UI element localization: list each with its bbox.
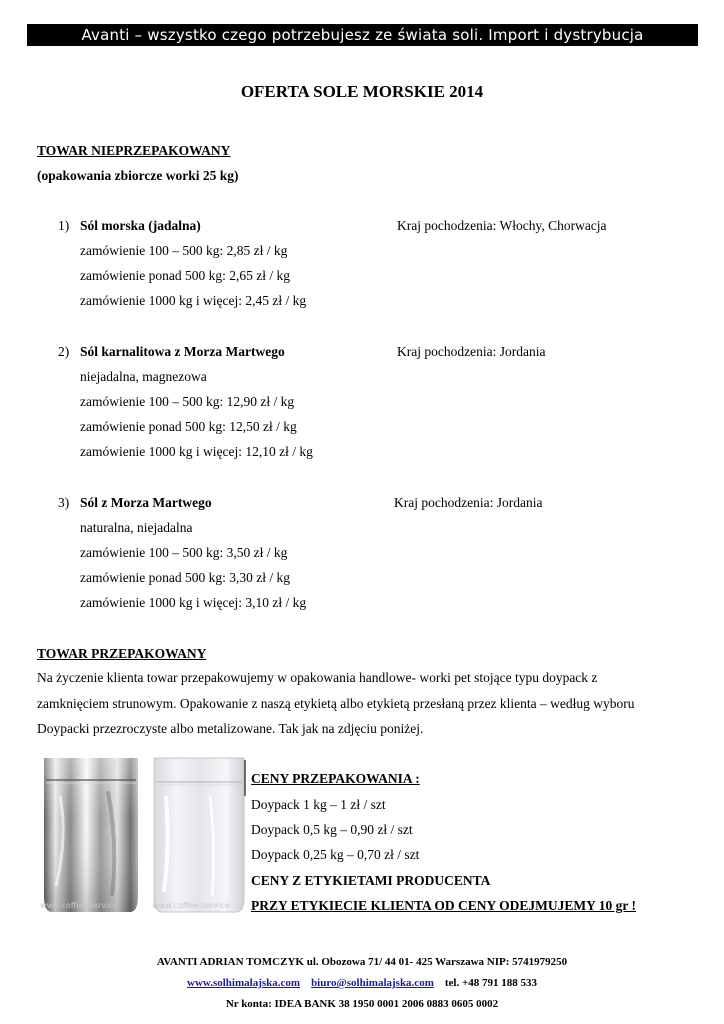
product-3-price-line: zamówienie 1000 kg i więcej: 3,10 zł / kg [80,595,307,610]
product-1-origin: Kraj pochodzenia: Włochy, Chorwacja [397,218,607,233]
page-title: OFERTA SOLE MORSKIE 2014 [240,82,484,101]
repacking-price-line: Doypack 0,5 kg – 0,90 zł / szt [251,822,413,837]
watermark: www.coffee-service. [40,901,121,910]
footer-bank-account: Nr konta: IDEA BANK 38 1950 0001 2006 0883 0605 0002 [225,998,499,1010]
product-3-price-line: zamówienie 100 – 500 kg: 3,50 zł / kg [80,545,288,560]
product-3-price-line: zamówienie ponad 500 kg: 3,30 zł / kg [80,570,290,585]
client-label-note: PRZY ETYKIECIE KLIENTA OD CENY ODEJMUJEMY 10 gr ! [251,898,637,913]
product-1-name: Sól morska (jadalna) [80,218,201,233]
product-2-origin: Kraj pochodzenia: Jordania [397,344,546,359]
product-3-number: 3) [58,495,70,510]
product-2-number: 2) [58,344,70,359]
product-2-price-line: zamówienie ponad 500 kg: 12,50 zł / kg [80,419,297,434]
product-3-name: Sól z Morza Martwego [80,495,212,510]
footer-address: AVANTI ADRIAN TOMCZYK ul. Obozowa 71/ 44 01- 425 Warszawa NIP: 5741979250 [156,956,568,968]
repacking-price-line: Doypack 1 kg – 1 zł / szt [251,797,386,812]
repacking-prices-heading: CENY PRZEPAKOWANIA : [251,771,420,786]
header-banner: Avanti – wszystko czego potrzebujesz ze świata soli. Import i dystrybucja [27,24,698,46]
metallic-doypack-image [38,756,144,916]
product-2-price-line: zamówienie 100 – 500 kg: 12,90 zł / kg [80,394,295,409]
product-2-description: niejadalna, magnezowa [80,369,207,384]
packed-heading: TOWAR PRZEPAKOWANY [37,646,207,661]
product-1-price-line: zamówienie 1000 kg i więcej: 2,45 zł / kg [80,293,307,308]
product-1-number: 1) [58,218,70,233]
product-2-name: Sól karnalitowa z Morza Martwego [80,344,285,359]
unpacked-heading: TOWAR NIEPRZEPAKOWANY [37,143,231,158]
repacking-price-line: Doypack 0,25 kg – 0,70 zł / szt [251,847,420,862]
producer-label-note: CENY Z ETYKIETAMI PRODUCENTA [251,873,491,888]
product-3-origin: Kraj pochodzenia: Jordania [394,495,543,510]
watermark: www.coffee-service [152,901,230,910]
website-link[interactable]: www.solhimalajska.com [187,977,301,989]
product-1-price-line: zamówienie ponad 500 kg: 2,65 zł / kg [80,268,290,283]
product-3-description: naturalna, niejadalna [80,520,193,535]
packed-paragraph [37,665,697,742]
phone-number: tel. +48 791 188 533 [444,977,537,989]
unpacked-subheading: (opakowania zbiorcze worki 25 kg) [37,168,239,183]
product-2-price-line: zamówienie 1000 kg i więcej: 12,10 zł / kg [80,444,313,459]
transparent-doypack-image [150,756,248,916]
packed-paragraph-line: Doypacki przezroczyste albo metalizowane. Tak jak na zdjęciu poniżej. [37,721,424,736]
footer-contacts [0,977,724,989]
product-1-price-line: zamówienie 100 – 500 kg: 2,85 zł / kg [80,243,288,258]
packed-paragraph-line: Na życzenie klienta towar przepakowujemy w opakowania handlowe- worki pet stojące typu doypack z [37,670,598,685]
packed-paragraph-line: zamknięciem strunowym. Opakowanie z naszą etykietą albo etykietą przesłaną przez klienta – według wyboru [37,695,635,711]
email-link[interactable]: biuro@solhimalajska.com [311,977,434,989]
